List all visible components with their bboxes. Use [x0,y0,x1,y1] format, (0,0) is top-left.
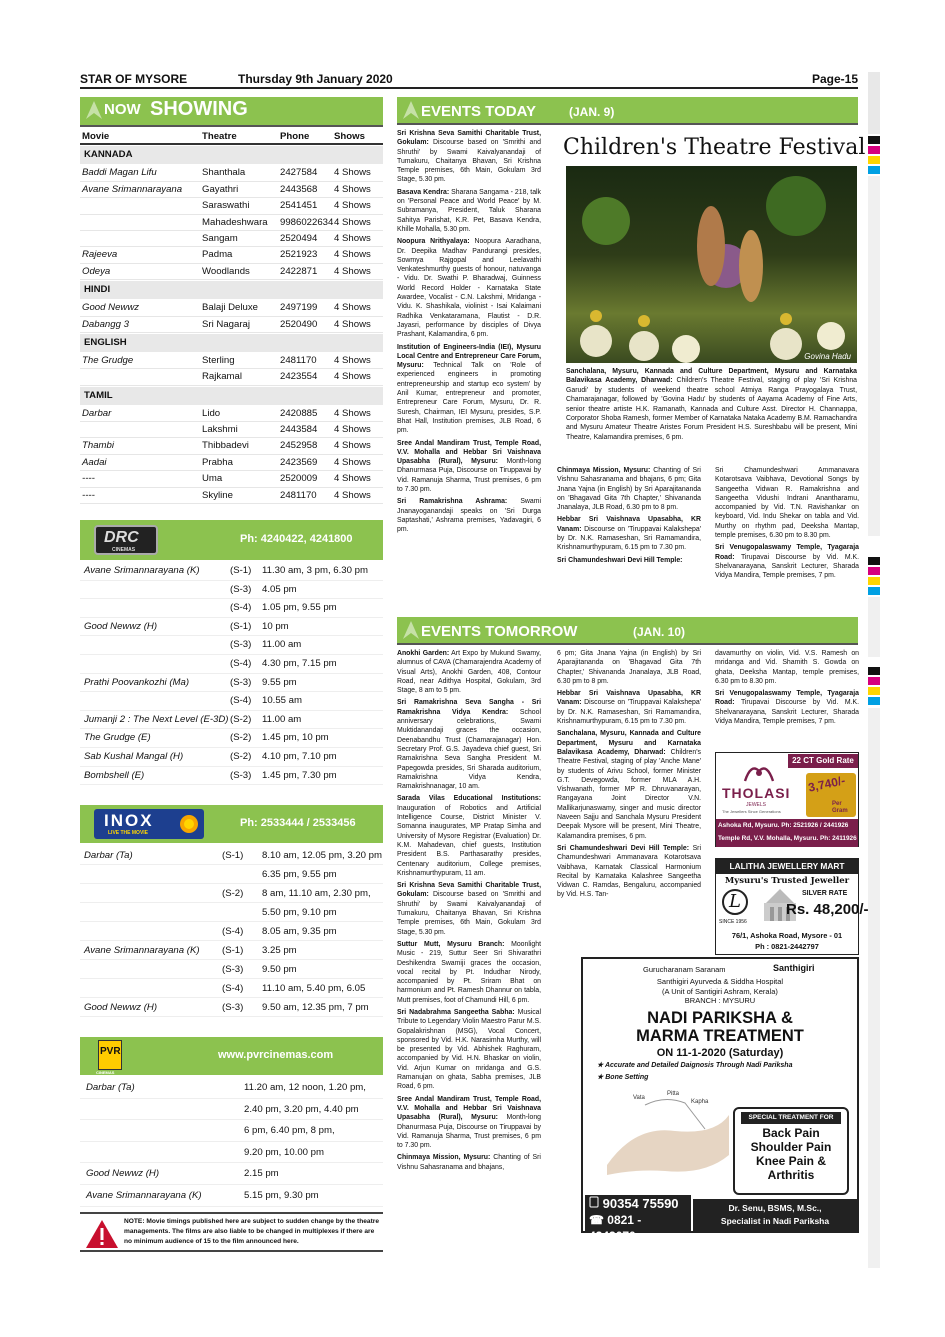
phone-box: 90354 75590 ☎ 0821 - 4243070 [585,1195,691,1231]
movie-cell: Baddi Magan Lifu [82,167,157,179]
movie-cell: Darbar (Ta) [86,1082,135,1093]
language-group: TAMIL [80,387,383,405]
event-item [397,794,541,878]
language-group: KANNADA [80,146,383,164]
movie-cell: Thambi [82,440,114,452]
showtime-cell: 1.05 pm, 9.55 pm [262,602,337,614]
event-text: Tirupavai Discourse by Vid. M.K. Shelvanarayana, Sanskrit Lecturer, Sharada Vidya Mandira, Temple premises, 7 pm. [715,699,859,726]
showtime-cell: 4.10 pm, 7.10 pm [262,750,337,762]
event-text: Discourse based on 'Smrithi and Shruthi' by Swami Kaivalyanandaji of Tumakuru, Chaitanya Bhavan, Sri Krishna Temple premises, 6th Main, Gokulam 3rd Stage, 5.30 pm. [397,139,542,184]
event-text: Inauguration of Robotics and Artificial Intelligence Course, District Minister V. Somanna inaugurates, MP Pratap Simha and University of Mysore Registrar (Evaluation) Dr. K.M. Mahadevan, chief guests, Institution President B.S. Parthasarathy presides, Centenary auditorium, College premises, Krishnamurthypuram, 11 am. [397,804,541,877]
now-showing-header [80,97,383,127]
showtime-cell: 11.20 am, 12 noon, 1.20 pm, [244,1082,366,1093]
shows-cell: 4 Shows [334,371,371,383]
theatre-cell: Uma [202,473,223,485]
phone-cell: 2520009 [280,473,318,485]
event-heading: Sri Chamundeshwari Devi Hill Temple: [557,844,690,852]
event-text: Sharana Sangama - 218, talk on 'Personal Peace and World Peace' by M. Subramanya, President, Taluk Sharana Sahitya Parishat, K.R. Pet, Basava Kendra, Khille Mohalla, 5.30 pm. [397,188,542,233]
schedule-row [80,618,383,637]
pvr-url: www.pvrcinemas.com [218,1049,334,1061]
showtime-cell: 6 pm, 6.40 pm, 8 pm, [244,1125,335,1137]
movie-cell: Good Newwz (H) [84,1002,158,1013]
drc-table [80,562,383,785]
showtime-cell: 9.50 pm [262,964,297,975]
event-item [557,556,701,565]
column-header: Theatre [202,131,237,142]
paper-name: STAR OF MYSORE [80,72,188,86]
schedule-row [80,1185,383,1207]
event-heading: Hebbar Sri Vaishnava Upasabha, KR Vanam: [557,516,701,533]
drc-phone: Ph: 4240422, 4241800 [240,533,353,545]
inox-logo: INOX LIVE THE MOVIE [94,809,204,839]
table-row [80,317,383,333]
showtime-cell: 8.05 am, 9.35 pm [262,926,337,937]
phone-cell: 2423569 [280,456,318,468]
event-text: Swami Jnanayoganandaji speaks on 'Sri Durga Saptashati,' Ashrama premises, Yadavagiri, 6 pm. [397,498,541,534]
showtime-cell: 11.30 am, 3 pm, 6.30 pm [262,565,368,576]
schedule-row [80,884,383,903]
shows-cell: 4 Shows [334,167,371,179]
shows-cell: 4 Shows [334,183,371,195]
sun-icon [176,811,202,837]
drc-header [80,520,383,560]
page-number: Page-15 [811,72,858,86]
movie-cell: Avane Srimannarayana (K) [84,945,200,956]
showtime-cell: 11.00 am [262,639,302,651]
schedule-row [80,998,383,1017]
events-tomorrow-header: EVENTS TOMORROW (JAN. 10) [397,617,858,645]
screen-cell: (S-2) [230,732,252,744]
shows-cell: 4 Shows [334,200,371,212]
table-row [80,406,383,422]
table-row [80,300,383,316]
schedule-row [80,729,383,748]
screen-cell: (S-2) [230,750,252,762]
column-header: Movie [82,131,110,142]
events-today-col-2 [557,466,701,611]
event-heading: Sree Andal Mandiram Trust, Temple Road, V.V. Mohalla and Hebbar Sri Vaishnava Upasabha (Rural), Mysuru: [397,1095,541,1122]
theatre-cell: Woodlands [202,265,250,277]
phone-cell: 2423554 [280,371,318,383]
event-item [397,1153,541,1172]
now-showing-table [80,129,383,504]
arrow-icon [401,619,421,641]
event-heading: Hebbar Sri Vaishnava Upasabha, KR Vanam: [557,690,701,707]
schedule-row [80,674,383,693]
shows-cell: 4 Shows [334,456,371,468]
showtime-cell: 5.15 pm, 9.30 pm [244,1189,319,1201]
movie-cell: Dabangg 3 [82,318,129,330]
event-text: School anniversary celebrations, Swami Muktidanandaji graces the occasion, Deenabandhu Trust (Chamarajanagar) Hon. Secretary Prof. G.S. Jayadeva chief guest, Sri Ramakrishna Seva Sangha President M. Papegowda presides, Sri Sharada auditorium, Ramakrishna Vidya Kendra, Ramakrishnanagar, 10 am. [397,708,541,791]
phone-cell: 2481170 [280,489,317,501]
event-item [397,129,541,185]
event-item [715,466,859,540]
showtime-cell: 8 am, 11.10 am, 2.30 pm, [262,888,371,899]
table-row [80,353,383,369]
doctor-box: Dr. Senu, BSMS, M.Sc., Specialist in Nadi Pariksha [693,1199,857,1231]
event-item [557,844,701,900]
showtime-cell: 4.05 pm [262,583,297,595]
inox-phone: Ph: 2533444 / 2533456 [240,817,356,829]
events-today-header: EVENTS TODAY (JAN. 9) [397,97,858,125]
svg-text:Kapha: Kapha [691,1099,709,1105]
theatre-cell: Rajkamal [202,371,242,383]
arrow-icon [84,99,104,121]
movie-cell: Avane Srimannarayana (K) [86,1189,202,1201]
showtime-cell: 8.10 am, 12.05 pm, 3.20 pm [262,850,382,861]
event-item [397,188,541,234]
theatre-cell: Sri Nagaraj [202,318,250,330]
schedule-row [80,979,383,998]
event-item [557,649,701,686]
event-item [557,689,701,726]
table-header [80,129,383,145]
schedule-row [80,636,383,655]
event-item [557,466,701,512]
movie-cell: ---- [82,473,95,485]
special-treatment-box: SPECIAL TREATMENT FOR Back Pain Shoulder Pain Knee Pain & Arthritis [733,1107,849,1195]
theatre-cell: Saraswathi [202,200,250,212]
event-item [715,543,859,580]
schedule-row [80,748,383,767]
event-heading: Sri Venugopalaswamy Temple, Tyagaraja Road: [715,690,859,707]
screen-cell: (S-2) [222,888,244,899]
showtime-cell: 2.15 pm [244,1168,279,1180]
shows-cell: 4 Shows [334,424,371,436]
schedule-row [80,692,383,711]
table-row [80,488,383,504]
screen-cell: (S-1) [230,620,252,632]
showtime-cell: 6.35 pm, 9.55 pm [262,869,337,880]
events-tomorrow-col-2 [557,649,701,959]
event-heading: Suttur Mutt, Mysuru Branch: [397,940,505,948]
schedule-row [80,941,383,960]
table-row [80,182,383,198]
feature-caption: Sanchalana, Mysuru, Kannada and Culture Department, Mysuru and Karnataka Balavikasa Academy, Dharwad: Children's Theatre Festival, staging of play 'Sri Krishna Garudi' by students of weekend theatre school Atmiya Ranga Prayogalaya Trust, Chamarajanagar, followed by 'Govina Hadu' by students of Aayama Academy of Fine Arts, senior theatre artiste H.K. Ramanath, Kannada and Culture Asst. Director H. Channappa, Corporator Shoba Ramesh, former Member of Karnataka Nataka Academy B.M. Ramachandra and Mysuru Amateur Theatre Aristes Forum President H.S. Sureshbabu will be present, Mini Theatre, Kalamandira premises, 6 pm. [566,368,858,441]
shows-cell: 4 Shows [334,265,371,277]
showtime-cell: 4.30 pm, 7.15 pm [262,657,337,669]
screen-cell: (S-4) [222,926,244,937]
event-item [557,729,701,841]
table-row [80,438,383,454]
theatre-cell: Lido [202,407,221,419]
shows-cell: 4 Shows [334,440,371,452]
table-row [80,247,383,263]
pulse-reading-illustration [605,1085,731,1177]
event-heading: Sri Krishna Seva Samithi Charitable Trust, Gokulam: [397,130,541,147]
screen-cell: (S-3) [222,1002,244,1013]
movie-cell: Good Newwz (H) [84,620,158,632]
event-heading: Institution of Engineers-India (IEI), Mysuru Local Centre and Entrepreneur Care Forum, Mysuru: [397,343,541,370]
events-tomorrow-col-3 [715,649,859,744]
event-heading: Sarada Vilas Educational Institutions: [397,795,541,803]
event-text: Chanting of Sri Vishnu Sahasranama and bhajans, [397,1154,541,1171]
screen-cell: (S-1) [222,850,244,861]
theatre-cell: Padma [202,249,233,261]
phone-cell: 2497199 [280,302,318,314]
drc-logo: DRC CINEMAS [94,525,158,555]
pvr-table [80,1077,383,1207]
screen-cell: (S-1) [222,945,244,956]
shows-cell: 4 Shows [334,232,371,244]
phone-cell: 2481170 [280,354,317,366]
event-item [397,649,541,695]
phone-cell: 2422871 [280,265,318,277]
shows-cell: 4 Shows [334,473,371,485]
schedule-row [80,1077,383,1099]
screen-cell: (S-1) [230,565,252,576]
table-row [80,369,383,385]
showtime-cell: 9.50 am, 12.35 pm, 7 pm [262,1002,369,1013]
event-heading: Basava Kendra: [397,188,450,196]
registration-strip [868,72,880,1272]
schedule-row [80,922,383,941]
event-text: Discourse on 'Tiruppavai Kalakshepa' by Dr. N.K. Ramaseshan, Sri Ramamandira, Krishnamurthypuram, 6.15 pm to 7.30 pm. [557,699,701,726]
event-item [397,1008,541,1092]
screen-cell: (S-2) [230,713,252,725]
screen-cell: (S-3) [230,639,252,651]
event-text: Noopura Aaradhana, Dr. Deepika Madhav Pandurangi presides, Sowmya Rajgopal and Leelavathi Venkateshmurthy guests of honour, natuvanga - Vidu. Dr. Swathi P. Bharadwaj, Guinness World Record Holder - Karnataka State Awardee, Vocalist - C.N. Lakshmi, Mridanga - Vidu. K. Shashikala, violinist - Isai Kalaimani Radhika Venkataramana, Flautist - D.R. Jayasri, performance by disciples of Divya Prashant, Kalamandira, 6 pm. [397,238,541,339]
event-item [397,940,541,1005]
movie-cell: Avane Srimannarayana (K) [84,565,200,576]
santhigiri-nadi-pariksha-ad: Gurucharanam Saranam Santhigiri Santhigiri Ayurveda & Siddha Hospital (A Unit of Santigiri Ashram, Kerala) BRANCH : MYSURU NADI PARIKSHA & MARMA TREATMENT ON 11-1-2020 (Saturday) ★ Accurate and Detailed Daignosis Through Nadi Pariksha ★ Bone Setting Vata Pitta Kapha SPECIAL TREATMENT FOR Back Pain Shoulder Pain Knee Pain & Arthritis 90354 75590 ☎ 0821 - 4243070 Dr. Senu, BSMS, M.Sc., Specialist in Nadi Pariksha [581,957,859,1233]
column-header: Shows [334,131,365,142]
movie-cell: Prathi Poovankozhi (Ma) [84,676,190,688]
event-heading: Sri Chamundeshwari Devi Hill Temple: [557,556,683,564]
pvr-logo: PVR [98,1040,122,1070]
photo-credit: Govina Hadu [804,352,851,361]
language-group: HINDI [80,281,383,299]
schedule-row [80,1163,383,1185]
feature-photo [566,166,857,363]
event-item [715,689,859,726]
event-text: Month-long Dhanurmasa Puja, Discourse on Tiruppavai by Vid. Ramanuja Sharma, Trust premises, 6 pm to 7.30 pm. [397,1114,541,1150]
schedule-row [80,846,383,865]
lalitha-jewellery-ad: LALITHA JEWELLERY MART Mysuru's Trusted Jeweller L SINCE 1956 SILVER RATE Rs. 48,200/- 76/1, Ashoka Road, Mysore - 01 Ph : 0821-2442797 [715,858,859,955]
lalitha-logo: L [722,889,748,915]
events-today-col-1 [397,129,541,609]
event-heading: Sri Nadabrahma Sangeetha Sabha: [397,1008,515,1016]
screen-cell: (S-4) [230,657,252,669]
event-heading: Chinmaya Mission, Mysuru: [557,467,651,474]
phone-cell: 2520490 [280,318,318,330]
shows-cell: 4 Shows [334,216,371,228]
phone-cell: 2443584 [280,424,318,436]
movie-cell: Rajeeva [82,249,118,261]
table-row [80,231,383,247]
event-heading: Sree Andal Mandiram Trust, Temple Road, V.V. Mohalla and Hebbar Sri Vaishnava Upasabha (Rural), Mysuru: [397,439,541,466]
event-item [397,237,541,339]
movie-cell: The Grudge (E) [84,732,151,744]
event-text: 6 pm; Gita Jnana Yajna (in English) by Sri Aparajitananda on 'Bhagavad Gita 7th Chapter,' Shivananda Jnanalaya, JLB Road, 6.30 pm to 8 pm. [557,650,701,685]
phone-cell: 2443568 [280,183,318,195]
showing-label: SHOWING [150,98,248,120]
phone-cell: 9986022634 [280,216,334,228]
screen-cell: (S-4) [230,695,252,707]
phone-cell: 2452958 [280,440,318,452]
showtime-cell: 9.20 pm, 10.00 pm [244,1146,324,1158]
event-text: davamurthy on violin, Vid. V.S. Ramesh on mridanga and Vid. Shamith S. Gowda on ghata, Deeksha Mantap, temple premises, 6.30 pm to 8.30 pm. [715,650,859,685]
movie-cell: Good Newwz (H) [86,1168,160,1180]
phone-cell: 2427584 [280,167,318,179]
showtime-cell: 9.55 pm [262,676,297,688]
event-text: Chanting of Sri Vishnu Sahasranama and bhajans, 6 pm; Gita Jnana Yajna (in English) by Sri Aparajitananda on 'Bhagavad Gita 7th Chapter,' Shivananda Jnanalaya, JLB Road, 6.30 pm to 8 pm. [557,467,701,512]
shows-cell: 4 Shows [334,489,371,501]
showtime-cell: 10.55 am [262,695,303,707]
showtime-cell: 1.45 pm, 7.30 pm [262,769,337,781]
showtime-cell: 11.00 am [262,713,302,725]
table-row [80,165,383,181]
theatre-cell: Gayathri [202,183,239,195]
feature-title: Children's Theatre Festival [563,135,866,160]
svg-text:Pitta: Pitta [667,1091,680,1097]
movie-cell: Good Newwz [82,302,140,314]
movie-cell: Odeya [82,265,111,277]
theatre-cell: Thibbadevi [202,440,249,452]
arrow-icon [401,99,421,121]
event-text: Art Expo by Mukund Swamy, alumnus of CAVA (Chamarajendra Academy of Visual Arts), Anokhi Garden, 408, Contour Road, near Adithya Hospital, Gokulam, 3rd Stage, 8 am to 5 pm. [397,650,541,695]
timing-note: NOTE: Movie timings published here are subject to sudden change by the theatre managements. The films are also liable to be changed in multiplexes if there are no minimum audience of 15 to the film announced here. [80,1212,383,1252]
schedule-row [80,1120,383,1142]
movie-cell: Darbar (Ta) [84,850,133,861]
event-item [715,649,859,686]
tholasi-jewels-ad: 22 CT Gold Rate THOLASI JEWELS The Jewellers Since Generations 3,740/- Per Gram Ashoka Rd, Mysuru. Ph: 2521926 / 2441926 Temple Rd, V.V. Mohalla, Mysuru. Ph: 2411926 [715,752,859,847]
schedule-row [80,1142,383,1164]
phone-cell: 2420885 [280,407,318,419]
pvr-header: PVR CINEMAS www.pvrcinemas.com [80,1037,383,1075]
movie-cell: Jumanji 2 : The Next Level (E-3D) [84,713,229,725]
column-header: Phone [280,131,310,142]
schedule-row [80,581,383,600]
event-text: Children's Theatre Festival, staging of play 'Anche Mane' by students of Arivu School, former Minister G.T. Devegowda, former MLA A.H. Vishwanath, former MP R. Dhruvanarayan, Rangayana Joint Director V.N. Mallikarjunaswamy, singer and music director Naveen Sajju and Sanchala Mysuru President Deepak Mysore will be present, Mini Theatre, Kalamandira premises, 6 pm. [557,748,701,840]
now-label: NOW [104,101,141,118]
inox-header [80,805,383,843]
event-text: Moonlight Music - 219, Suttur Seer Sri Shivarathri Deshikendra Swamiji graces the occasion, vocal recital by Pt. Indudhar Nirody, accompanied by Pt. Sriram Bhat on harmonium and Pt. Ramesh Dhannur on tabla, Mutt premises, foot of Chamundi Hill, 6 pm. [397,940,541,1004]
event-heading: Noopura Nrithyalaya: [397,238,470,246]
schedule-row [80,655,383,674]
showtime-cell: 2.40 pm, 3.20 pm, 4.40 pm [244,1103,359,1115]
event-text: Discourse on 'Tiruppavai Kalakshepa' by Dr. N.K. Ramaseshan, Sri Ramamandira, Krishnamurthypuram, 6.15 pm to 7.30 pm. [557,525,701,552]
screen-cell: (S-3) [222,964,244,975]
table-row [80,264,383,280]
masthead [80,71,858,89]
showtime-cell: 11.10 am, 5.40 pm, 6.05 [262,983,366,994]
event-item [397,698,541,791]
peacock-icon [741,761,777,783]
screen-cell: (S-3) [230,676,252,688]
theatre-cell: Sangam [202,232,238,244]
event-heading: Sanchalana, Mysuru, Kannada and Culture Department, Mysuru and Karnataka Balavikasa Academy, Dharwad: [557,730,701,756]
shows-cell: 4 Shows [334,302,371,314]
movie-cell: The Grudge [82,354,134,366]
table-row [80,422,383,438]
theatre-cell: Sterling [202,354,235,366]
event-heading: Chinmaya Mission, Mysuru: [397,1154,491,1162]
movie-cell: Bombshell (E) [84,769,145,781]
event-text: Technical Talk on 'Role of experienced engineers in promoting entrepreneurship and startup eco system' by Anil Kumar, entrepreneur and promoter, Entrepreneur Care Forum, Mysuru, Dr. R. Suresh, Chairman, IEI Mysuru, presides, S.P. Bhat Hall, Institution premises, JLB Road, 6 pm. [397,362,541,435]
table-row [80,455,383,471]
event-text: Tirupavai Discourse by Vid. M.K. Shelvanarayana, Sanskrit Lecturer, Sharada Vidya Mandira, Temple premises, 7 pm. [715,553,859,580]
event-item [397,343,541,436]
events-tomorrow-col-1 [397,649,541,1259]
event-item [557,515,701,552]
event-heading: Anokhi Garden: [397,650,450,657]
shows-cell: 4 Shows [334,318,371,330]
schedule-row [80,562,383,581]
shows-cell: 4 Shows [334,249,371,261]
theatre-cell: Lakshmi [202,424,238,436]
theatre-cell: Shanthala [202,167,246,179]
showtime-cell: 5.50 pm, 9.10 pm [262,907,337,918]
language-group: ENGLISH [80,334,383,352]
event-heading: Sri Ramakrishna Ashrama: [397,498,508,506]
theatre-cell: Balaji Deluxe [202,302,258,314]
event-text: Month-long Dhanurmasa Puja, Discourse on Tiruppavai by Vid. Ramanuja Sharma, Trust premises, 6 pm to 7.30 pm. [397,458,541,493]
shows-cell: 4 Shows [334,354,371,366]
warning-icon [84,1218,120,1250]
table-row [80,471,383,487]
screen-cell: (S-3) [230,769,252,781]
event-heading: Sri Venugopalaswamy Temple, Tyagaraja Road: [715,544,859,561]
theatre-cell: Skyline [202,489,233,501]
theatre-cell: Prabha [202,456,233,468]
inox-table [80,846,383,1017]
shows-cell: 4 Shows [334,407,371,419]
phone-cell: 2541451 [280,200,318,212]
events-today-col-3 [715,466,859,611]
phone-cell: 2521923 [280,249,318,261]
event-item [397,497,541,534]
schedule-row [80,1099,383,1121]
schedule-row [80,960,383,979]
schedule-row [80,903,383,922]
phone-cell: 2520494 [280,232,318,244]
event-item [397,1095,541,1151]
showtime-cell: 3.25 pm [262,945,297,956]
schedule-row [80,767,383,786]
mobile-icon [589,1196,599,1208]
schedule-row [80,865,383,884]
event-text: Sri Chamundeshwari Ammanavara Kotarotsava Vaibhava, Karnatak Classical Harmonium Recital by Karnataka Kalashree Sangeetha Vidwan C. Ramdas, Bengaluru, accompanied by Vid. H.S. Tan- [557,844,701,899]
movie-cell: Sab Kushal Mangal (H) [84,750,184,762]
schedule-row [80,711,383,730]
table-row [80,215,383,231]
event-heading: Sri Ramakrishna Seva Sangha - Sri Ramakrishna Vidya Kendra: [397,699,541,716]
event-item [397,881,541,937]
movie-cell: Darbar [82,407,112,419]
svg-text:Vata: Vata [633,1095,645,1101]
showtime-cell: 1.45 pm, 10 pm [262,732,329,744]
showtime-cell: 10 pm [262,620,289,632]
schedule-row [80,599,383,618]
event-text: Discourse based on 'Smrithi and Shruthi' by Swami Kaivalyanandaji of Tumakuru, Chaitanya Bhavan, Sri Krishna Temple premises, 6th Main, Gokulam 3rd Stage, 5.30 pm. [397,891,542,936]
table-row [80,198,383,214]
childrens-theatre-feature [563,131,866,461]
screen-cell: (S-3) [230,583,252,595]
event-text: Sri Chamundeshwari Ammanavara Kotarotsava Vaibhava, Devotional Songs by Sangeetha Vidwan R. Ramakrishna and Sangeetha Vidushi Indrani Anantharamu, accompanied by Vid. T.N. Ravishankar on keyboard, Vid. Indu Shekar on tabla and Vid. Murthy on rhythm pad, Deeksha Mantap, temple premises, 6.30 pm to 8.30 pm. [715,467,859,540]
movie-cell: ---- [82,489,95,501]
issue-date: Thursday 9th January 2020 [238,72,393,86]
screen-cell: (S-4) [222,983,244,994]
theatre-cell: Mahadeshwara [202,216,268,228]
event-item [397,439,541,495]
event-heading: Sri Krishna Seva Samithi Charitable Trust, Gokulam: [397,882,541,899]
event-text: Musical Tribute to Legendary Violin Maestro Parur M.S. Gopalakrishnan (MSG), Vocal Concert, sponsored by Vid. H.K. Narasimha Murthy, will be presented by Vid. Abhishek Raghuram, accompanied by Vid. H.N. Bhaskar on violin, Vid. Arjun Kumar on mridanga and G.S. Ramanujan on ghata, Sabha premises, JLB Road, 6 pm. [397,1008,542,1091]
screen-cell: (S-4) [230,602,252,614]
movie-cell: Aadai [82,456,107,468]
movie-cell: Avane Srimannarayana [82,183,183,195]
